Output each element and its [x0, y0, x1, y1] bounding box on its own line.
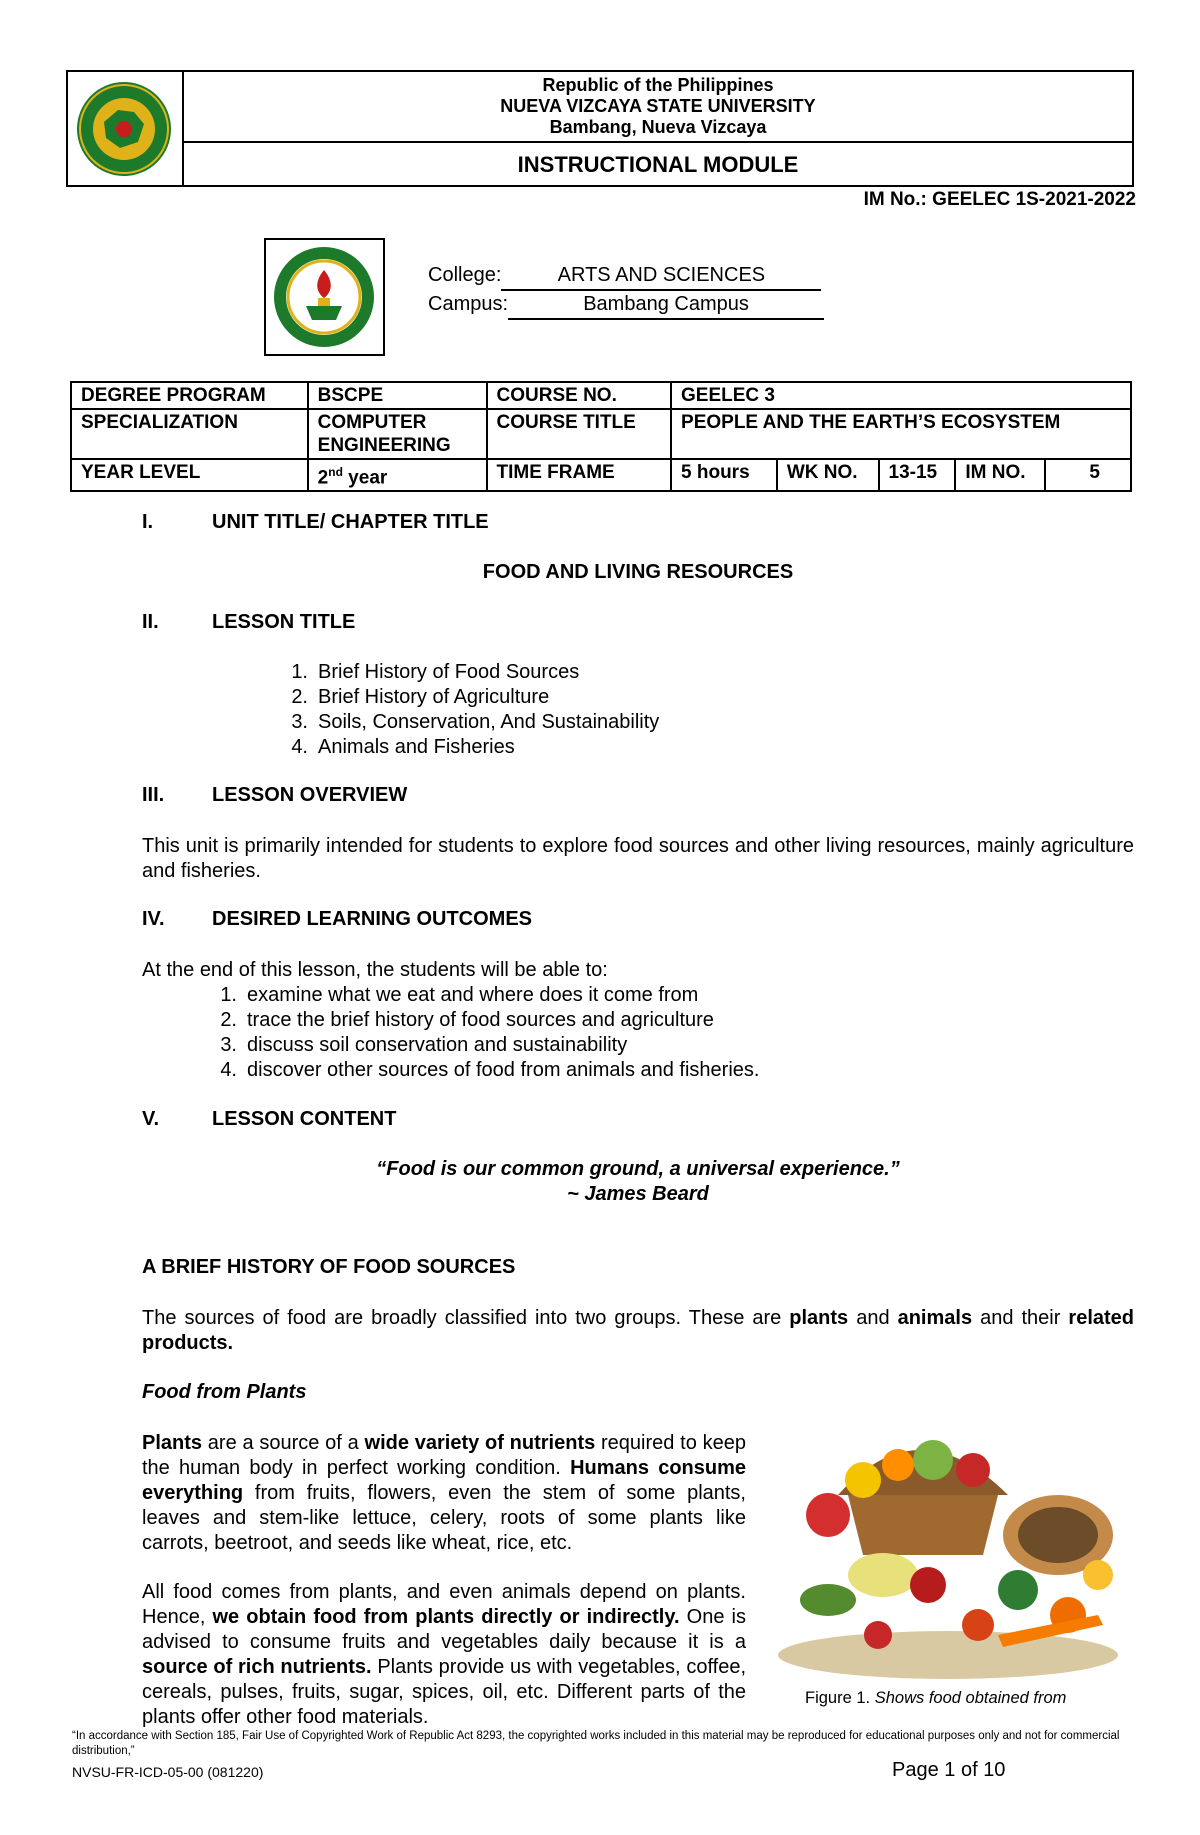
specialization-label: SPECIALIZATION — [71, 409, 308, 459]
university-location: Bambang, Nueva Vizcaya — [549, 117, 767, 137]
degree-value: BSCPE — [308, 382, 487, 409]
course-title-value: PEOPLE AND THE EARTH’S ECOSYSTEM — [671, 409, 1131, 459]
overview-text: This unit is primarily intended for students to explore food sources and other living resources, mainly agriculture and fisheries. — [142, 835, 1134, 882]
section-4-number: IV. — [142, 908, 165, 930]
content-heading: A BRIEF HISTORY OF FOOD SOURCES — [142, 1256, 516, 1278]
page-number: Page 1 of 10 — [892, 1759, 1006, 1781]
course-info-table — [70, 381, 1132, 492]
fruit-basket-image — [768, 1385, 1128, 1685]
form-code: NVSU-FR-ICD-05-00 (081220) — [72, 1764, 264, 1780]
section-2-number: II. — [142, 611, 159, 633]
list-item: 1. examine what we eat and where does it come from — [220, 984, 699, 1006]
im-number: IM No.: GEELEC 1S-2021-2022 — [863, 189, 1136, 210]
section-2-title: LESSON TITLE — [212, 611, 356, 633]
campus-value: Bambang Campus — [508, 291, 824, 320]
section-3-title: LESSON OVERVIEW — [212, 784, 408, 806]
list-item: 1. Brief History of Food Sources — [291, 661, 580, 683]
college-seal-icon — [266, 240, 383, 354]
course-title-label: COURSE TITLE — [487, 409, 672, 459]
intro-paragraph: The sources of food are broadly classified into two groups. These are plants and animals and their related products. — [142, 1307, 1134, 1354]
list-item: 2. Brief History of Agriculture — [291, 686, 550, 708]
section-3-number: III. — [142, 784, 165, 806]
plants-paragraph: Plants are a source of a wide variety of nutrients required to keep the human body in perfect working condition. Humans consume everything from fruits, flowers, even the stem of some plants, leaves and stem-like lettuce, celery, roots of some plants like carrots, beetroot, and seeds like wheat, rice, etc. — [142, 1432, 747, 1554]
course-no-value: GEELEC 3 — [671, 382, 1131, 409]
food-source-paragraph: All food comes from plants, and even animals depend on plants. Hence, we obtain food from plants directly or indirectly. One is advised to consume fruits and vegetables daily because it is a source of rich nutrients. Plants provide us with vegetables, coffee, cereals, pulses, fruits, sugar, spices, oil, etc. Different parts of the plants offer other food materials. — [142, 1581, 746, 1728]
header-title-cell — [184, 72, 1132, 143]
week-label: WK NO. — [777, 459, 879, 491]
lesson-list — [291, 660, 1018, 760]
college-label: College: — [428, 264, 502, 286]
time-frame-label: TIME FRAME — [487, 459, 672, 491]
subheading-food-from-plants: Food from Plants — [142, 1381, 307, 1403]
university-name: NUEVA VIZCAYA STATE UNIVERSITY — [500, 96, 816, 116]
section-5-number: V. — [142, 1108, 160, 1130]
college-info — [428, 262, 824, 320]
im-value: 5 — [1045, 459, 1131, 491]
section-1-number: I. — [142, 511, 154, 533]
unit-title: FOOD AND LIVING RESOURCES — [482, 561, 794, 583]
im-label: IM NO. — [955, 459, 1045, 491]
year-level-label: YEAR LEVEL — [71, 459, 308, 491]
section-4-title: DESIRED LEARNING OUTCOMES — [212, 908, 533, 930]
college-value: ARTS AND SCIENCES — [501, 262, 821, 291]
quote-text: Food is our common ground, a universal experience. — [386, 1158, 890, 1180]
section-5-title: LESSON CONTENT — [212, 1108, 397, 1130]
figure-caption: Figure 1. Shows food obtained from — [805, 1689, 1067, 1707]
university-logo-cell — [68, 72, 184, 185]
list-item: 3. Soils, Conservation, And Sustainability — [291, 711, 660, 733]
copyright-notice: “In accordance with Section 185, Fair Use of Copyrighted Work of Republic Act 8293, the copyrighted works included in this material may be reproduced for educational purposes only and not for commercial distribution,” — [72, 1730, 1120, 1757]
module-title: INSTRUCTIONAL MODULE — [517, 152, 799, 177]
university-seal-icon — [68, 72, 180, 185]
outcomes-list — [220, 983, 1107, 1083]
week-value: 13-15 — [879, 459, 956, 491]
header-box — [66, 70, 1134, 187]
year-level-value: 2nd year — [308, 459, 487, 491]
campus-label: Campus: — [428, 293, 509, 315]
republic-line: Republic of the Philippines — [542, 75, 774, 95]
list-item: 4. discover other sources of food from animals and fisheries. — [220, 1059, 760, 1081]
quote-author: ~ James Beard — [567, 1183, 709, 1205]
time-frame-value: 5 hours — [671, 459, 777, 491]
quote: “Food is our common ground, a universal experience.” ~ James Beard — [0, 1157, 1200, 1207]
list-item: 4. Animals and Fisheries — [291, 736, 515, 758]
section-1-title: UNIT TITLE/ CHAPTER TITLE — [212, 511, 489, 533]
specialization-value: COMPUTER ENGINEERING — [308, 409, 487, 459]
list-item: 3. discuss soil conservation and sustainability — [220, 1034, 628, 1056]
course-no-label: COURSE NO. — [487, 382, 672, 409]
list-item: 2. trace the brief history of food sources and agriculture — [220, 1009, 714, 1031]
outcomes-intro: At the end of this lesson, the students will be able to: — [142, 959, 608, 981]
vegetables-figure — [768, 1385, 1128, 1685]
college-logo — [264, 238, 385, 356]
degree-label: DEGREE PROGRAM — [71, 382, 308, 409]
